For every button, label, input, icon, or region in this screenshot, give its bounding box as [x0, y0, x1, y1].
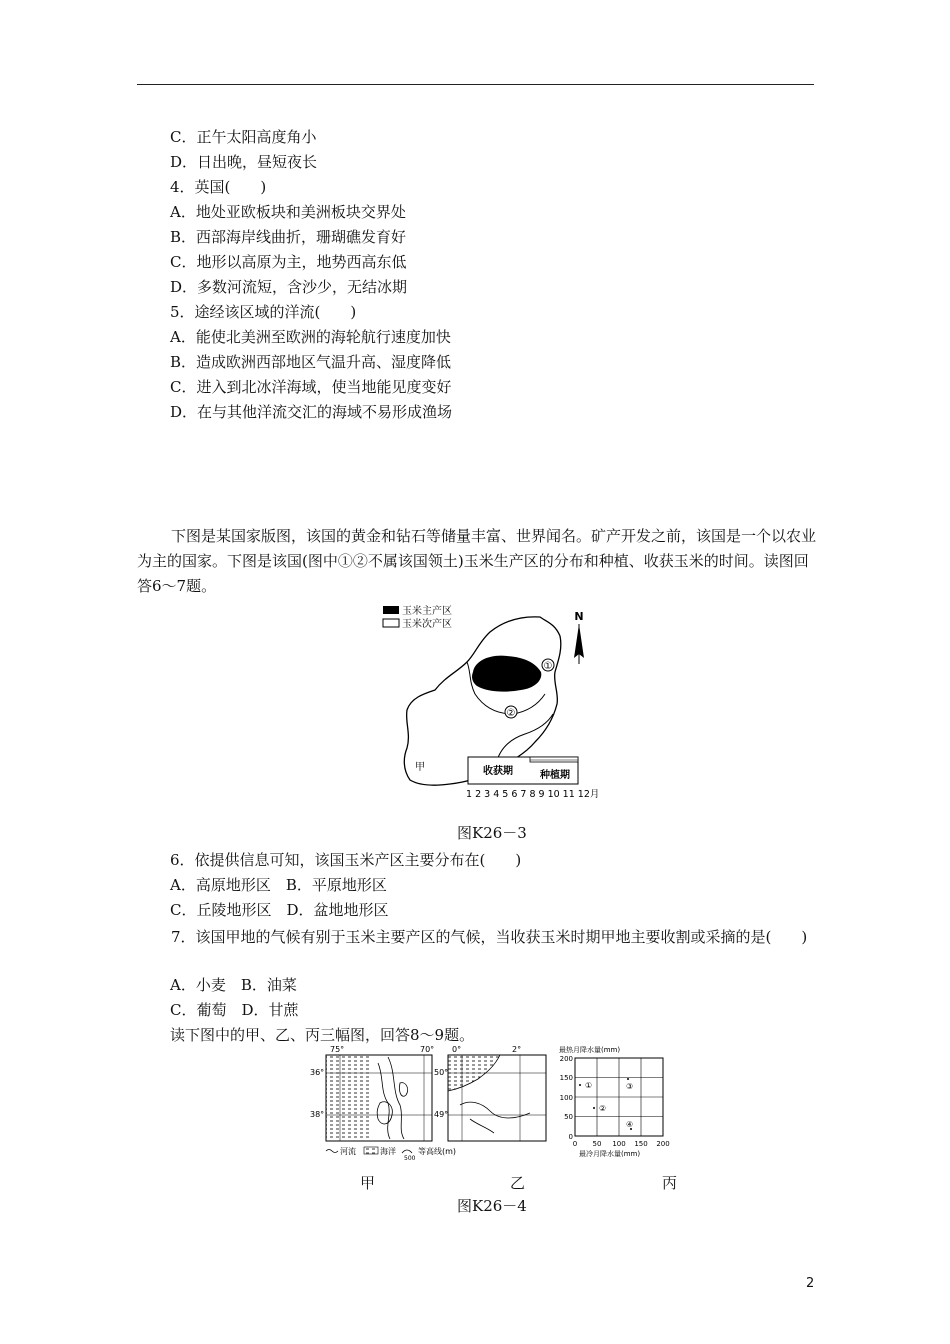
legend-river: 河流 — [340, 1147, 356, 1156]
bing-point-4: ④ — [626, 1120, 634, 1129]
legend-river-icon — [326, 1150, 338, 1153]
legend-contour-icon — [402, 1150, 412, 1153]
yi-lat-top: 50° — [434, 1068, 449, 1077]
bing-xtick-150: 150 — [634, 1140, 648, 1148]
figure-bing-chart — [553, 1043, 678, 1168]
q5-stem: 5．途经该区域的洋流( ) — [170, 303, 357, 321]
legend-secondary-label: 玉米次产区 — [402, 619, 452, 630]
legend-main-swatch — [383, 606, 399, 614]
yi-lon-right: 2° — [512, 1045, 522, 1054]
bing-ytick-50: 50 — [564, 1113, 573, 1121]
q5-option-b: B．造成欧洲西部地区气温升高、湿度降低 — [170, 353, 452, 371]
q7-stem: 7．该国甲地的气候有别于玉米主要产区的气候，当收获玉米时期甲地主要收割或采摘的是( ) — [171, 928, 808, 946]
q3-option-d: D．日出晚，昼短夜长 — [170, 153, 318, 171]
legend-ocean: 海洋 — [380, 1147, 396, 1156]
bing-xtick-100: 100 — [612, 1140, 626, 1148]
marker-1: ① — [543, 661, 553, 672]
figure-yi-map — [430, 1043, 550, 1153]
plant-label: 种植期 — [540, 770, 570, 781]
map-figure-k26-3 — [375, 602, 605, 802]
q6-options-row1: A．高原地形区 B．平原地形区 — [170, 876, 387, 894]
figure-caption-k26-3: 图K26－3 — [457, 824, 527, 842]
months-axis: 1 2 3 4 5 6 7 8 9 10 11 12月 — [466, 789, 600, 800]
q4-stem: 4．英国( ) — [170, 178, 267, 196]
intro2: 读下图中的甲、乙、丙三幅图，回答8～9题。 — [170, 1026, 475, 1044]
q7-options-row1: A．小麦 B．油菜 — [170, 976, 297, 994]
legend-main-label: 玉米主产区 — [402, 606, 452, 617]
bing-xtick-200: 200 — [656, 1140, 670, 1148]
label-yi: 乙 — [510, 1174, 526, 1192]
harvest-label: 收获期 — [483, 766, 513, 777]
bing-xtick-50: 50 — [592, 1140, 602, 1148]
yi-lon-left: 0° — [452, 1045, 462, 1054]
jia-lat-top: 36° — [310, 1068, 325, 1077]
q3-option-c: C．正午太阳高度角小 — [170, 128, 317, 146]
bing-xlabel: 最冷月降水量(mm) — [579, 1150, 641, 1158]
jia-lon-right: 70° — [420, 1045, 435, 1054]
q5-option-a: A．能使北美洲至欧洲的海轮航行速度加快 — [170, 328, 451, 346]
marker-2: ② — [506, 708, 516, 719]
page-number: 2 — [806, 1276, 815, 1291]
legend-contour-value: 500 — [404, 1155, 416, 1162]
bing-ytick-100: 100 — [559, 1094, 573, 1102]
q4-option-d: D．多数河流短，含沙少，无结冰期 — [170, 278, 408, 296]
jia-lat-bottom: 38° — [310, 1110, 325, 1119]
header-rule — [137, 84, 814, 85]
bing-ytick-0: 0 — [568, 1133, 573, 1141]
legend-ocean-icon — [364, 1147, 378, 1154]
jia-ocean — [326, 1055, 372, 1141]
bing-ylabel: 最热月降水量(mm) — [559, 1046, 621, 1054]
label-bing: 丙 — [662, 1174, 678, 1192]
bing-point-2: ② — [599, 1104, 607, 1113]
legend-contour: 等高线(m) — [418, 1147, 457, 1156]
q7-options-row2: C．葡萄 D．甘蔗 — [170, 1001, 299, 1019]
place-jia: 甲 — [415, 762, 425, 773]
label-jia: 甲 — [360, 1174, 376, 1192]
yi-lat-bottom: 49° — [434, 1110, 449, 1119]
figure-jia-map — [300, 1043, 457, 1168]
bing-ytick-150: 150 — [559, 1074, 573, 1082]
q4-option-c: C．地形以高原为主，地势西高东低 — [170, 253, 407, 271]
q6-stem: 6．依提供信息可知，该国玉米产区主要分布在( ) — [170, 851, 522, 869]
intro-paragraph: 下图是某国家版图，该国的黄金和钻石等储量丰富、世界闻名。矿产开发之前，该国是一个以农业为主的国家。下图是该国(图中①②不属该国领土)玉米生产区的分布和种植、收获玉米的时间。读图回答6～7题。 — [137, 527, 817, 595]
bing-xtick-0: 0 — [572, 1140, 578, 1148]
legend-secondary-swatch — [383, 619, 399, 627]
q4-option-b: B．西部海岸线曲折，珊瑚礁发育好 — [170, 228, 407, 246]
q5-option-c: C．进入到北冰洋海域，使当地能见度变好 — [170, 378, 452, 396]
q6-options-row2: C．丘陵地形区 D．盆地地形区 — [170, 901, 389, 919]
q5-option-d: D．在与其他洋流交汇的海域不易形成渔场 — [170, 403, 453, 421]
figure-caption-k26-4: 图K26－4 — [457, 1197, 527, 1215]
bing-point-3: ③ — [626, 1082, 634, 1091]
q4-option-a: A．地处亚欧板块和美洲板块交界处 — [170, 203, 406, 221]
jia-lon-left: 75° — [330, 1045, 345, 1054]
north-label: N — [574, 610, 584, 623]
bing-ytick-200: 200 — [559, 1055, 573, 1063]
bing-point-1: ① — [585, 1081, 593, 1090]
